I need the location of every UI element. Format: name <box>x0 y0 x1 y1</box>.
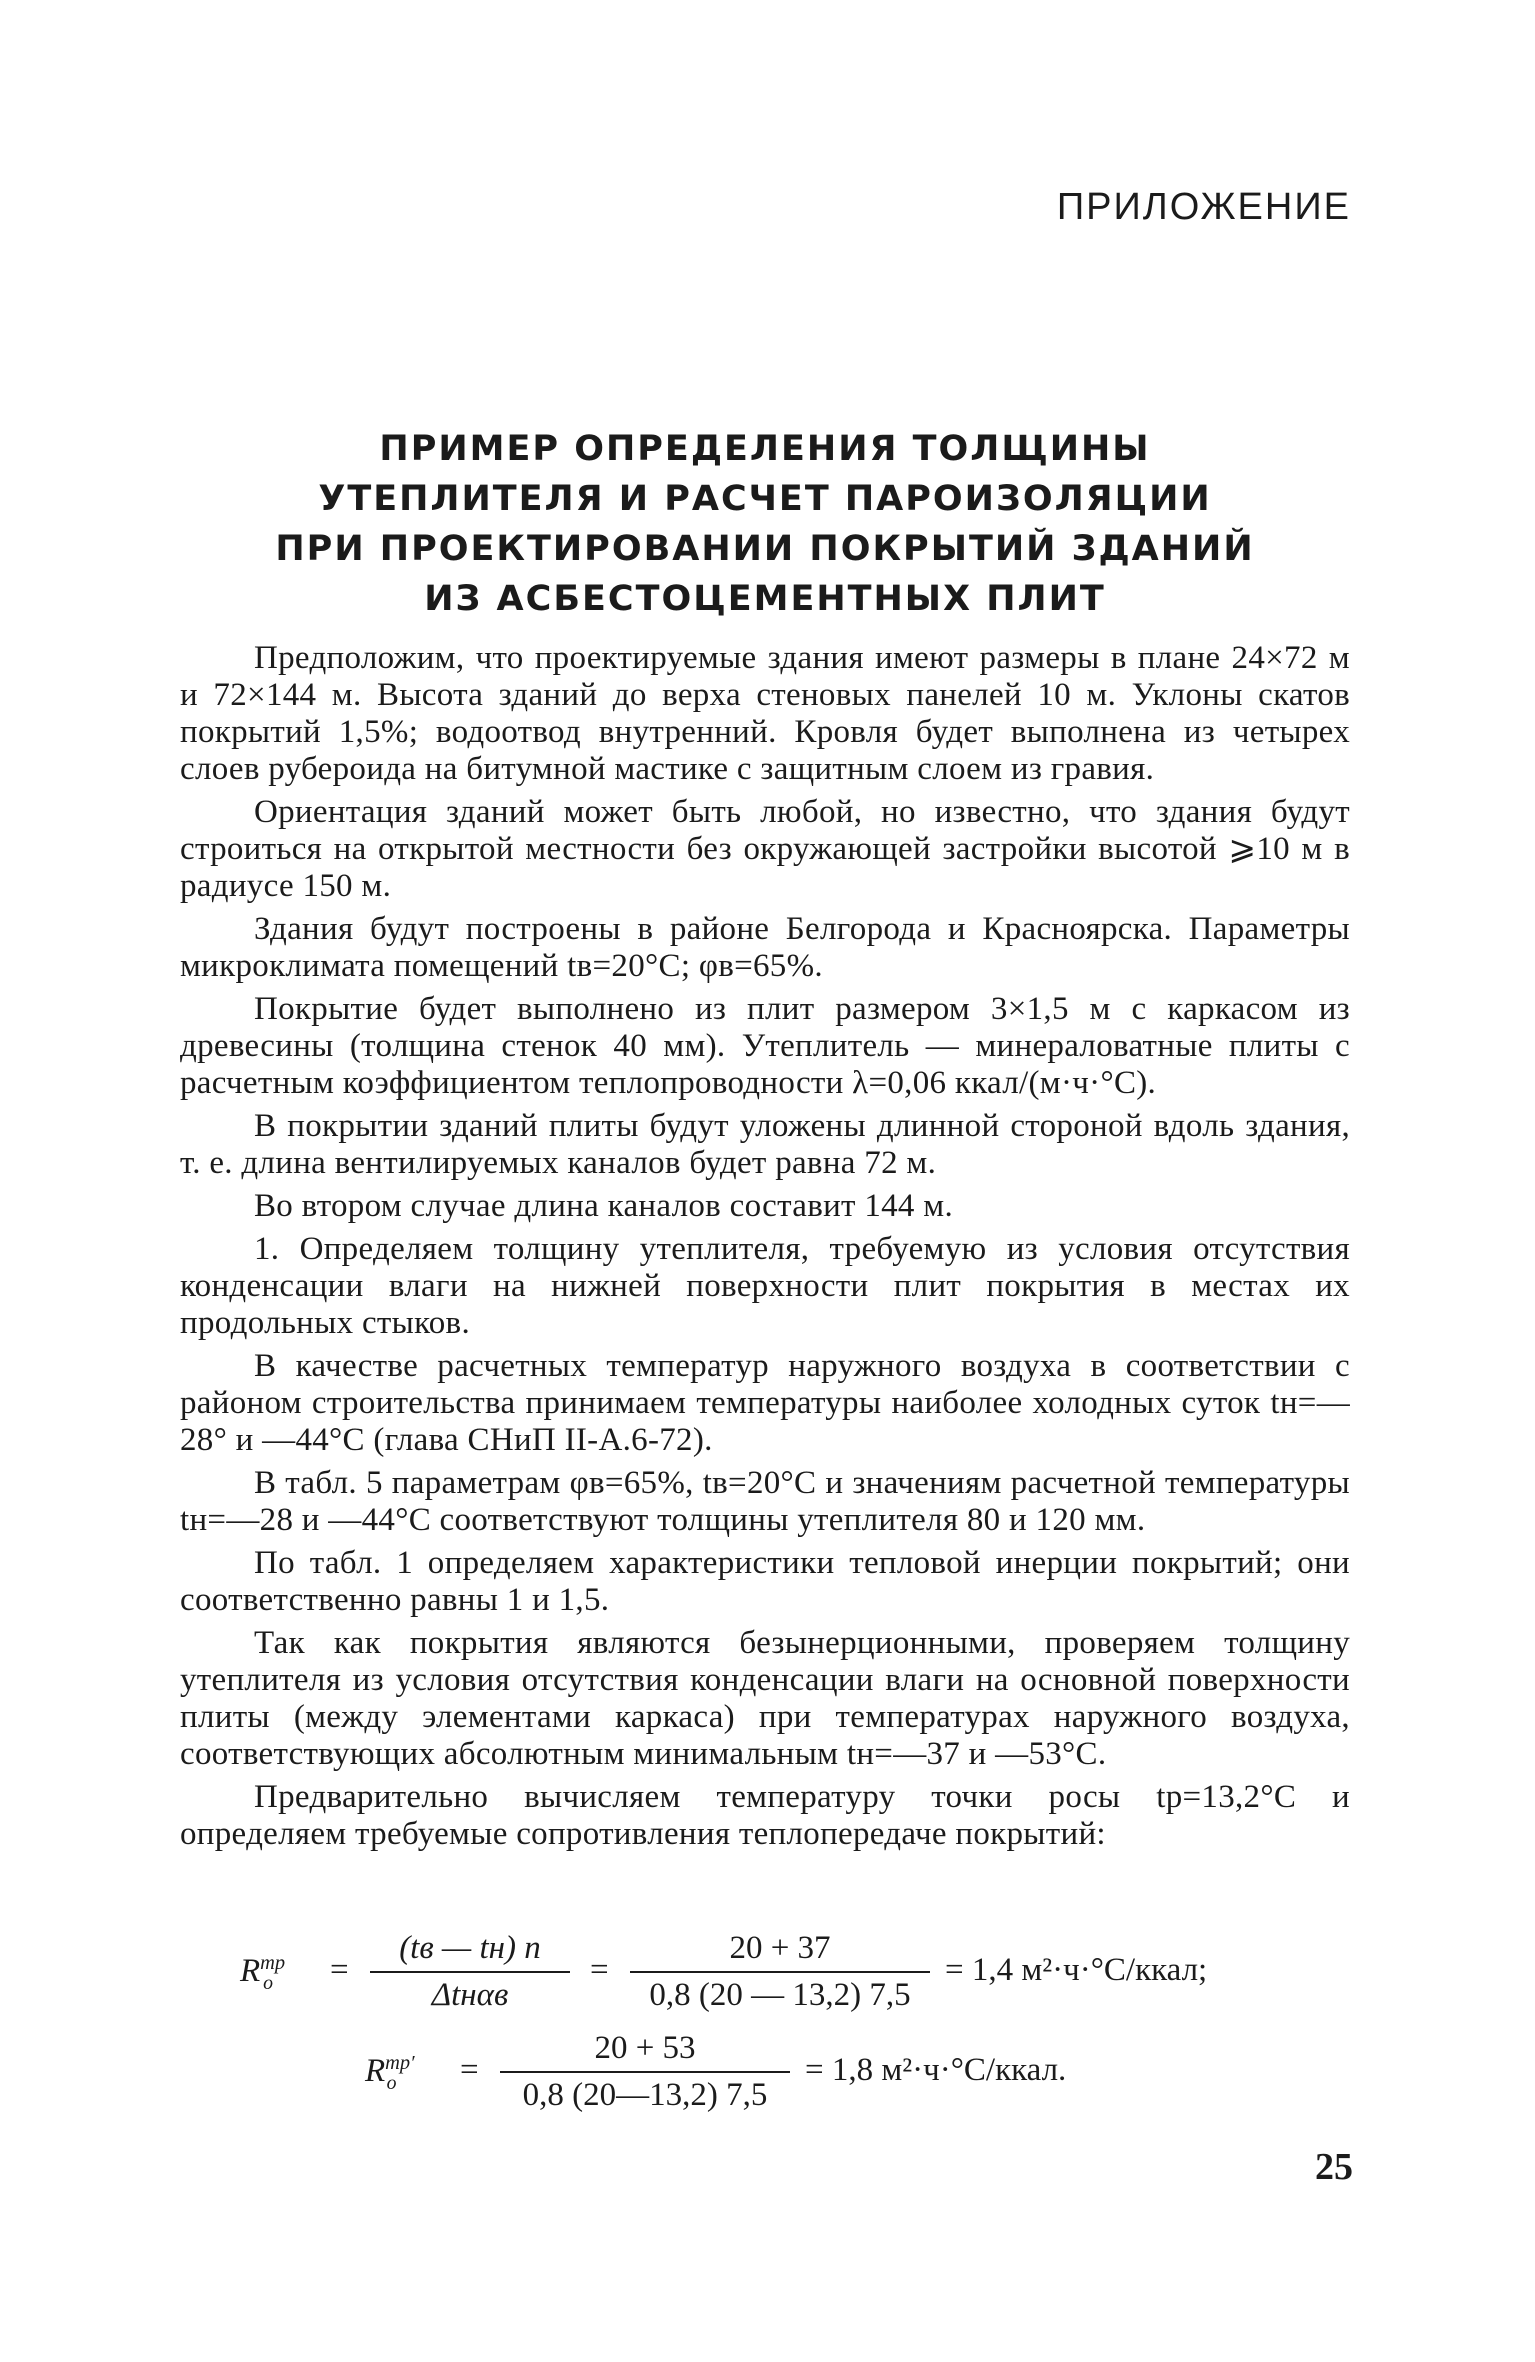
formula-r-tr-prime <box>180 2030 1350 2113</box>
page-number: 25 <box>1315 2146 1353 2188</box>
fraction-numerator: (tв — tн) n <box>399 1930 541 1966</box>
formula-result: = 1,8 м²·ч·°С/ккал. <box>805 2052 1067 2088</box>
fraction-numerator: 20 + 37 <box>729 1930 831 1966</box>
fraction-symbolic <box>370 1930 570 2014</box>
fraction-denominator: Δtнαв <box>370 1971 570 2014</box>
paragraph: Предварительно вычисляем температуру точки росы tр=13,2°С и определяем требуемые сопротивления теплопередаче покрытий: <box>180 1779 1350 1852</box>
paragraph: Здания будут построены в районе Белгорода и Красноярска. Параметры микроклимата помещений tв=20°С; φв=65%. <box>180 911 1350 984</box>
fraction-numeric <box>500 2030 790 2114</box>
equals-sign: = <box>460 2052 479 2088</box>
paragraph: Покрытие будет выполнено из плит размером 3×1,5 м с каркасом из древесины (толщина стенок 40 мм). Утеплитель — минераловатные плиты с расчетным коэффициентом теплопроводности λ=0,06 ккал/(м·ч·°С). <box>180 991 1350 1101</box>
section-title <box>180 424 1350 624</box>
title-line: ПРИ ПРОЕКТИРОВАНИИ ПОКРЫТИЙ ЗДАНИЙ <box>275 529 1255 569</box>
fraction-numerator: 20 + 53 <box>594 2030 696 2066</box>
fraction-denominator: 0,8 (20 — 13,2) 7,5 <box>630 1971 930 2014</box>
formula-result: = 1,4 м²·ч·°С/ккал; <box>945 1952 1208 1988</box>
body-text <box>180 640 1350 1859</box>
paragraph: 1. Определяем толщину утеплителя, требуемую из условия отсутствия конденсации влаги на нижней поверхности плит покрытия в местах их продольных стыков. <box>180 1231 1350 1341</box>
formula-r-tr <box>180 1930 1350 2013</box>
title-line: ПРИМЕР ОПРЕДЕЛЕНИЯ ТОЛЩИНЫ <box>379 429 1151 469</box>
equals-sign: = <box>330 1952 349 1988</box>
paragraph: Так как покрытия являются безынерционными, проверяем толщину утеплителя из условия отсутствия конденсации влаги на основной поверхности плиты (между элементами каркаса) при температурах наружного воздуха, соответствующих абсолютным минимальным tн=—37 и —53°С. <box>180 1625 1350 1772</box>
title-line: УТЕПЛИТЕЛЯ И РАСЧЕТ ПАРОИЗОЛЯЦИИ <box>318 479 1212 519</box>
page-header: ПРИЛОЖЕНИЕ <box>1056 186 1351 228</box>
paragraph: В табл. 5 параметрам φв=65%, tв=20°С и значениям расчетной температуры tн=—28 и —44°С соответствуют толщины утеплителя 80 и 120 мм. <box>180 1465 1350 1538</box>
title-line: ИЗ АСБЕСТОЦЕМЕНТНЫХ ПЛИТ <box>424 579 1106 619</box>
equals-sign: = <box>590 1952 609 1988</box>
paragraph: В покрытии зданий плиты будут уложены длинной стороной вдоль здания, т. е. длина вентилируемых каналов будет равна 72 м. <box>180 1108 1350 1181</box>
paragraph: Предположим, что проектируемые здания имеют размеры в плане 24×72 м и 72×144 м. Высота зданий до верха стеновых панелей 10 м. Уклоны скатов покрытий 1,5%; водоотвод внутренний. Кровля будет выполнена из четырех слоев рубероида на битумной мастике с защитным слоем из гравия. <box>180 640 1350 787</box>
fraction-numeric <box>630 1930 930 2014</box>
paragraph: Во втором случае длина каналов составит 144 м. <box>254 1188 954 1224</box>
paragraph: Ориентация зданий может быть любой, но известно, что здания будут строиться на открытой местности без окружающей застройки высотой ⩾10 м в радиусе 150 м. <box>180 794 1350 904</box>
formula-lhs: $R^{тр}_о$ <box>240 1952 286 1994</box>
formula-lhs: $R^{тр'}_о$ <box>365 2052 415 2094</box>
paragraph: В качестве расчетных температур наружного воздуха в соответствии с районом строительства принимаем температуры наиболее холодных суток tн=—28° и —44°С (глава СНиП II-А.6-72). <box>180 1348 1350 1458</box>
fraction-denominator: 0,8 (20—13,2) 7,5 <box>500 2071 790 2114</box>
paragraph: По табл. 1 определяем характеристики тепловой инерции покрытий; они соответственно равны 1 и 1,5. <box>180 1545 1350 1618</box>
